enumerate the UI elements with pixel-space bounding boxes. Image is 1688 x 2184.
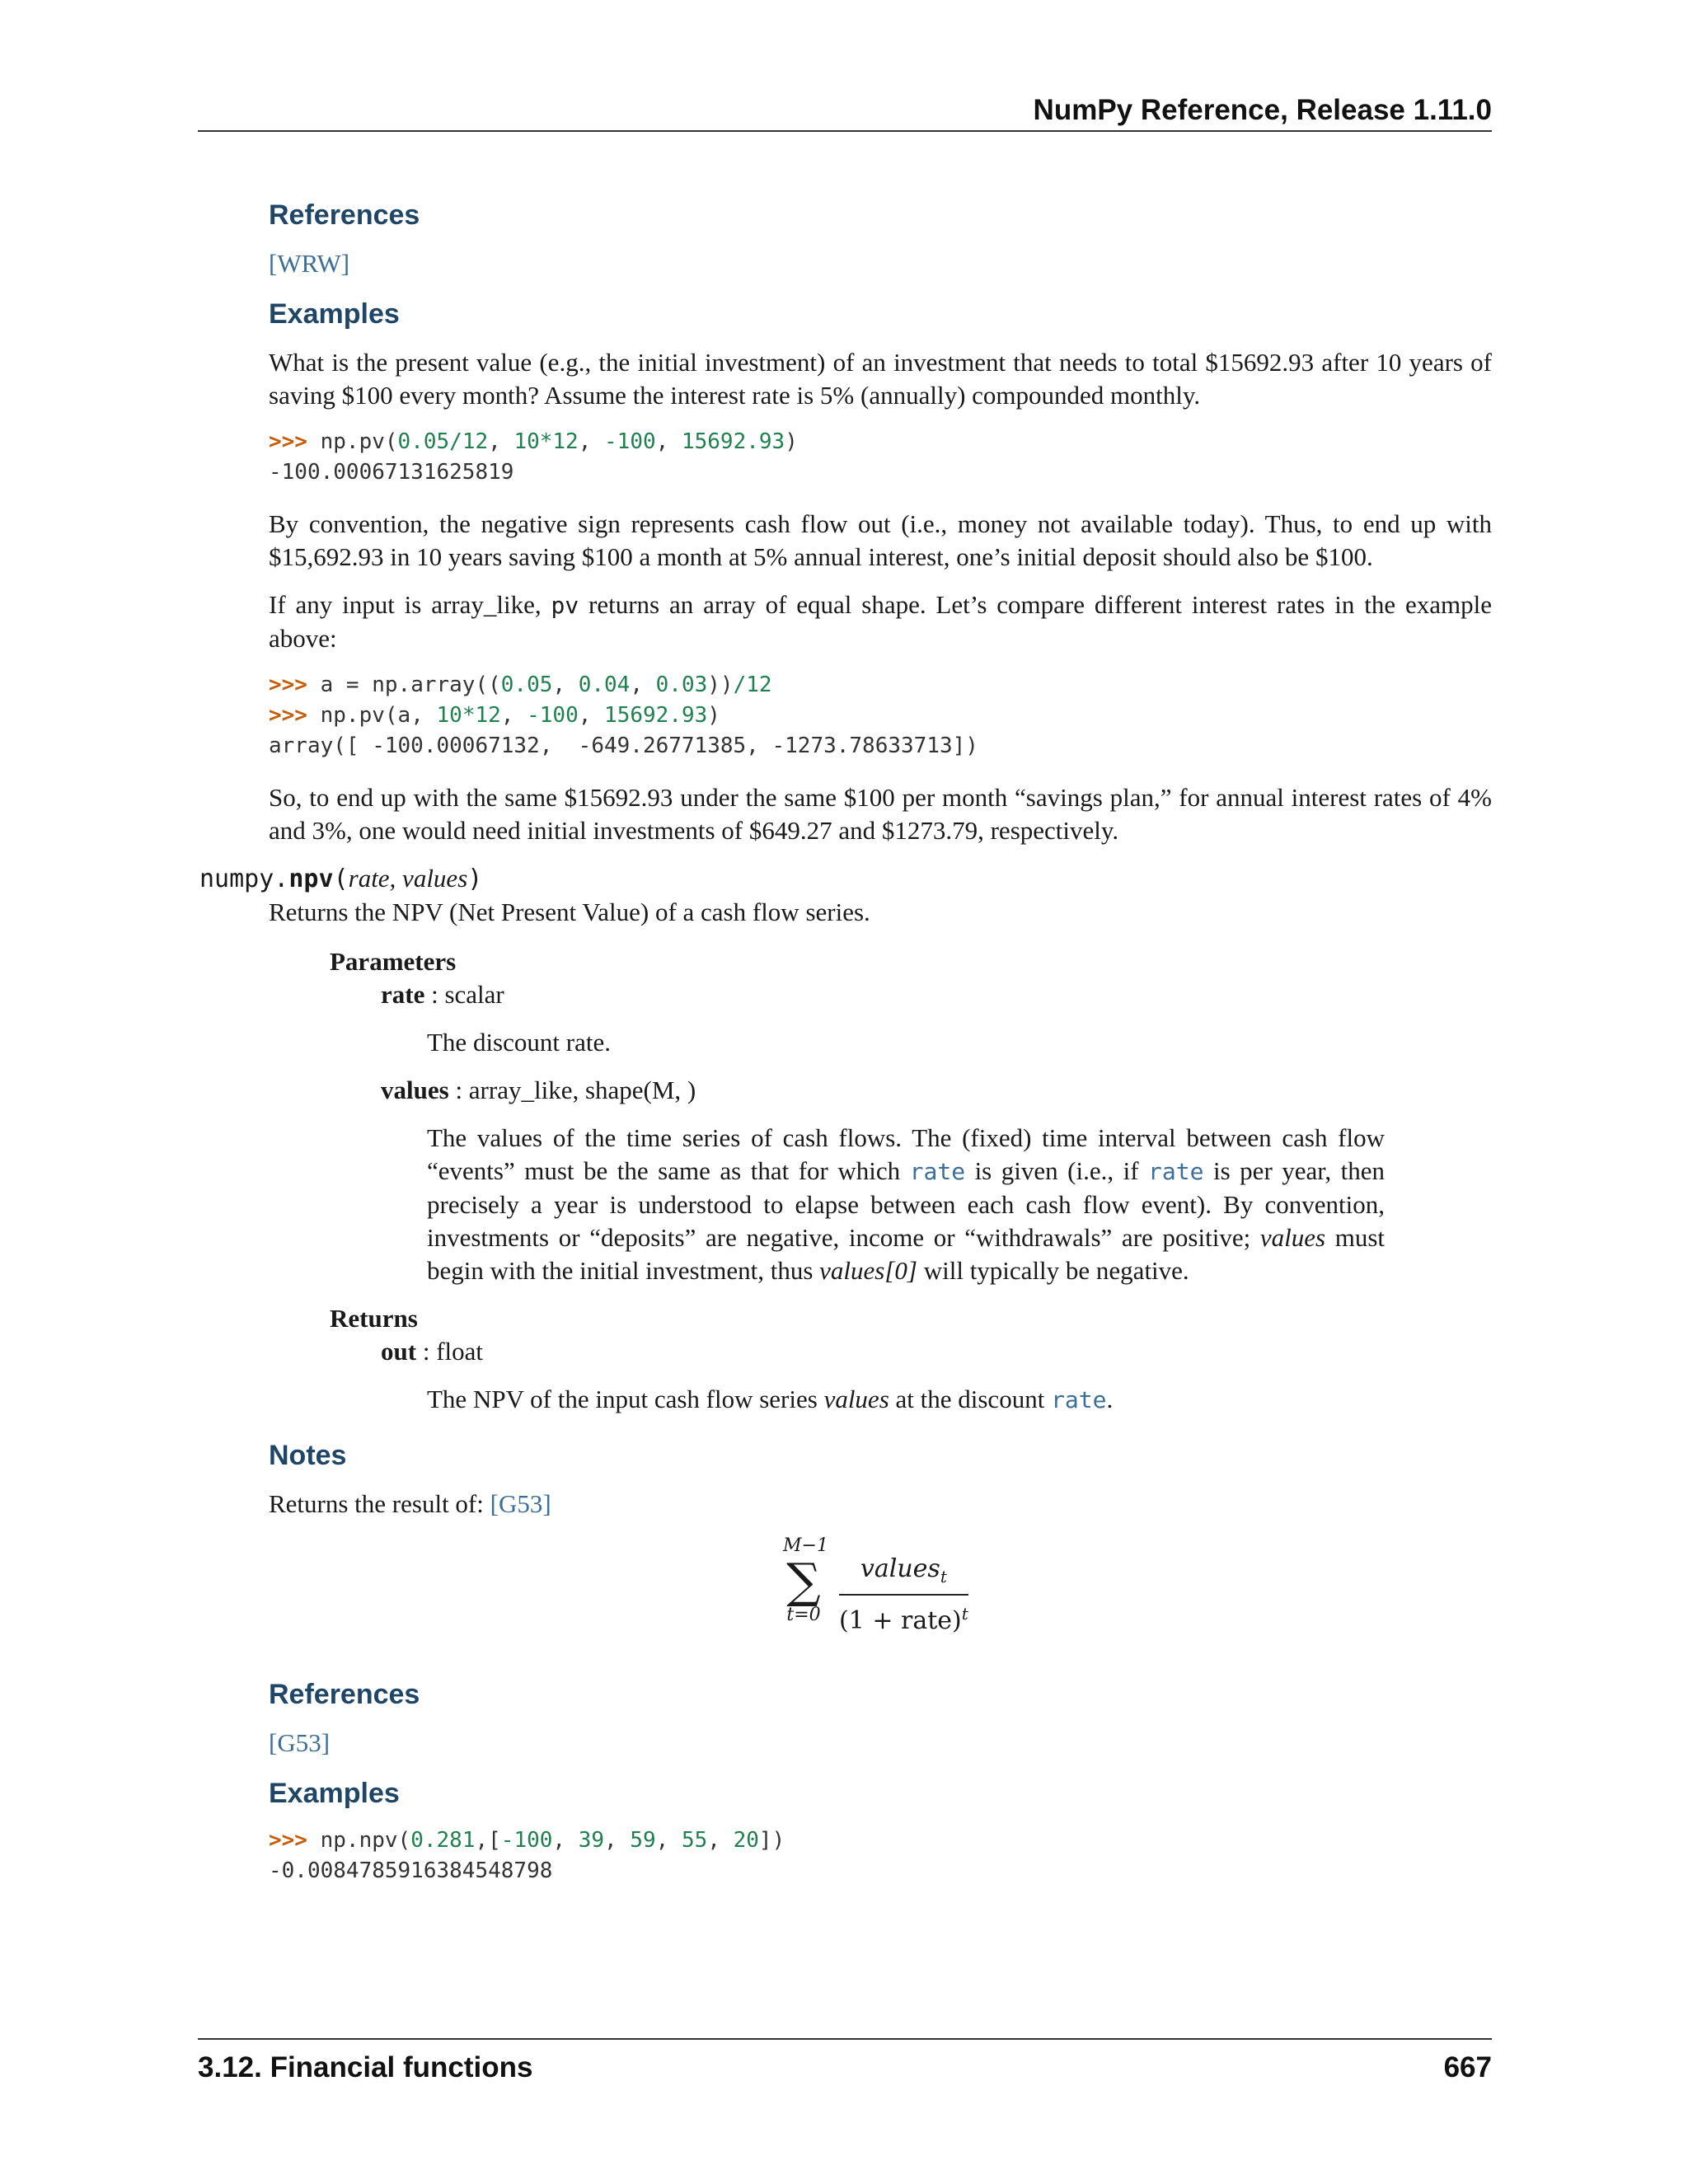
page-header <box>198 91 1492 132</box>
page-footer <box>198 2038 1492 2083</box>
parameters-heading: Parameters <box>330 947 457 976</box>
npv-notes-heading: Notes <box>269 1440 347 1471</box>
returns-heading: Returns <box>330 1304 418 1333</box>
npv-signature: numpy.npv(rate, values) <box>199 864 483 893</box>
npv-examples-heading: Examples <box>269 1778 400 1809</box>
param-values: values : array_like, shape(M, ) <box>381 1076 696 1104</box>
header-title: NumPy Reference, Release 1.11.0 <box>1033 94 1492 126</box>
param-rate-desc: The discount rate. <box>427 1028 611 1057</box>
param-values-desc: The values of the time series of cash flows. The (fixed) time interval between cash flow “events” must be the same as that for which rate is given (i.e., if rate is per year, then precisely a year is understood to elapse between each cash flow event). By convention, investments or “deposits” are negative, income or “withdrawals” are positive; values must begin with the initial investment, thus values[0] will typically be negative. <box>427 1123 1386 1285</box>
main-content <box>199 196 1492 1906</box>
return-out: out : float <box>381 1337 483 1366</box>
pv-conclusion: So, to end up with the same $15692.93 under the same $100 per month “savings plan,” for annual interest rates of 4% and 3%, one would need initial investments of $649.27 and $1273.79, respectively. <box>269 783 1492 845</box>
pv-intro: What is the present value (e.g., the initial investment) of an investment that needs to total $15692.93 after 10 years of saving $100 every month? Assume the interest rate is 5% (annually) compounded monthly. <box>269 348 1492 410</box>
summation: M−1 ∑ t=0 <box>783 1535 828 1625</box>
pv-references-heading: References <box>269 199 420 231</box>
pv-code-block-2: >>> a = np.array((0.05, 0.04, 0.03))/12 >>> np.pv(a, 10*12, -100, 15692.93) array([ -100.00067132, -649.26771385, -1273.78633713]) <box>269 673 978 758</box>
fraction: values$_t$ (1 + rate)$^t$ <box>839 1552 968 1639</box>
pv-references <box>269 247 1492 280</box>
return-out-desc: The NPV of the input cash flow series values at the discount rate. <box>427 1385 1114 1413</box>
pv-code-block-1: >>> np.pv(0.05/12, 10*12, -100, 15692.93) -100.00067131625819 <box>269 429 798 485</box>
npv-parameters <box>330 945 1492 1417</box>
code-output: -100.00067131625819 <box>269 460 514 485</box>
param-rate: rate : scalar <box>381 980 504 1009</box>
npv-references <box>269 1727 1492 1760</box>
npv-code-block: >>> np.npv(0.281,[-100, 39, 59, 55, 20]) -0.0084785916384548798 <box>269 1828 785 1883</box>
npv-formula <box>269 1535 1492 1651</box>
pv-examples-heading: Examples <box>269 298 400 330</box>
npv-notes: Returns the result of: [G53] <box>269 1489 551 1518</box>
page-number: 667 <box>1443 2051 1492 2083</box>
code-output: array([ -100.00067132, -649.26771385, -1273.78633713]) <box>269 733 978 758</box>
reference-link-wrw[interactable]: [WRW] <box>269 249 350 278</box>
npv-summary: Returns the NPV (Net Present Value) of a cash flow series. <box>269 898 870 926</box>
reference-link-g53[interactable]: [G53] <box>490 1489 551 1518</box>
reference-link-g53-2[interactable]: [G53] <box>269 1728 331 1757</box>
footer-section: 3.12. Financial functions <box>198 2051 533 2083</box>
pv-array-intro: If any input is array_like, pv returns an array of equal shape. Let’s compare different interest rates in the example above: <box>269 590 1492 653</box>
pv-convention: By convention, the negative sign represents cash flow out (i.e., money not available today). Thus, to end up with $15,692.93 in 10 years saving $100 a month at 5% annual interest, one’s initial deposit should also be $100. <box>269 509 1492 571</box>
npv-references-heading: References <box>269 1679 420 1710</box>
code-output: -0.0084785916384548798 <box>269 1858 553 1883</box>
